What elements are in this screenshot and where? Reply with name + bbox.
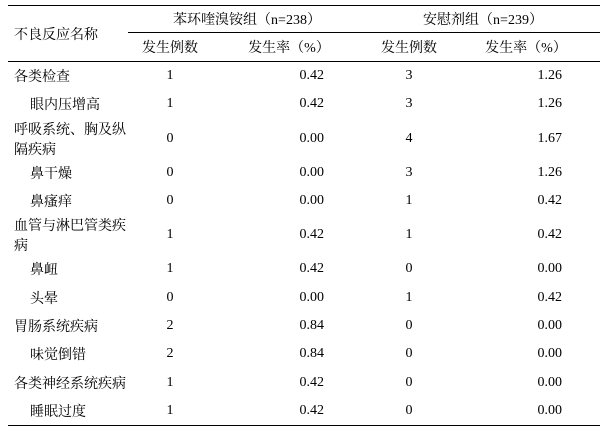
table-row xyxy=(8,368,600,396)
group2-rate-cell: 0.42 xyxy=(537,289,562,305)
group1-rate-cell: 0.42 xyxy=(299,227,324,243)
group2-count-cell: 1 xyxy=(405,227,413,243)
group1-rate-cell: 0.42 xyxy=(299,374,324,390)
group2-header: 安慰剂组（n=239） xyxy=(366,6,600,33)
group1-count-cell: 1 xyxy=(166,227,174,243)
group2-count-cell: 4 xyxy=(405,130,413,146)
table-row xyxy=(8,187,600,215)
table-row xyxy=(8,312,600,340)
group1-rate-cell: 0.84 xyxy=(299,317,324,333)
group1-rate-cell: 0.42 xyxy=(299,402,324,418)
row-name-cell: 头晕 xyxy=(30,291,58,307)
group2-rate-cell: 0.00 xyxy=(537,317,562,333)
table-row xyxy=(8,283,600,311)
group2-count-cell: 0 xyxy=(405,374,413,390)
header-row-1 xyxy=(8,6,600,33)
group1-count-cell: 0 xyxy=(166,289,174,305)
group1-count-cell: 0 xyxy=(166,193,174,209)
row-name-cell: 眼内压增高 xyxy=(30,98,100,114)
table-row xyxy=(8,255,600,283)
group1-count-cell: 1 xyxy=(166,261,174,277)
group1-count-cell: 0 xyxy=(166,130,174,146)
table-row xyxy=(8,340,600,368)
group1-rate-cell: 0.42 xyxy=(299,96,324,112)
table-row xyxy=(8,159,600,187)
group2-rate-cell: 0.42 xyxy=(537,227,562,243)
group2-count-cell: 3 xyxy=(405,164,413,180)
group1-rate-cell: 0.00 xyxy=(299,289,324,305)
group2-count-cell: 0 xyxy=(405,402,413,418)
adverse-reaction-table xyxy=(8,5,600,426)
group2-rate-cell: 0.00 xyxy=(537,374,562,390)
group2-rate-cell: 1.67 xyxy=(537,130,562,146)
group2-count-cell: 1 xyxy=(405,193,413,209)
group1-rate-cell: 0.42 xyxy=(299,261,324,277)
row-label-header: 不良反应名称 xyxy=(8,6,128,62)
group1-count-cell: 2 xyxy=(166,346,174,362)
row-name-cell: 胃肠系统疾病 xyxy=(14,319,98,335)
table-row xyxy=(8,62,600,91)
row-name-cell: 鼻干燥 xyxy=(30,166,72,182)
group2-rate-header: 发生率（%） xyxy=(485,41,567,56)
row-name-cell: 鼻衄 xyxy=(30,263,58,279)
group1-count-cell: 1 xyxy=(166,68,174,84)
group1-rate-cell: 0.84 xyxy=(299,346,324,362)
group2-count-cell: 3 xyxy=(405,68,413,84)
row-name-cell: 各类检查 xyxy=(14,70,70,86)
group2-count-header: 发生例数 xyxy=(381,41,437,56)
group1-count-cell: 2 xyxy=(166,317,174,333)
group1-count-cell: 0 xyxy=(166,164,174,180)
group1-count-header: 发生例数 xyxy=(142,41,198,56)
group1-rate-cell: 0.00 xyxy=(299,164,324,180)
group1-rate-cell: 0.00 xyxy=(299,193,324,209)
group1-rate-header: 发生率（%） xyxy=(248,41,330,56)
row-name-cell: 鼻瘙痒 xyxy=(30,195,72,211)
row-name-cell: 呼吸系统、胸及纵隔疾病 xyxy=(14,122,126,158)
group1-rate-cell: 0.42 xyxy=(299,68,324,84)
group2-rate-cell: 1.26 xyxy=(537,68,562,84)
group1-count-cell: 1 xyxy=(166,374,174,390)
group2-count-cell: 0 xyxy=(405,346,413,362)
row-name-cell: 味觉倒错 xyxy=(30,348,86,364)
group2-rate-cell: 0.00 xyxy=(537,346,562,362)
table-row xyxy=(8,397,600,426)
row-name-cell: 血管与淋巴管类疾病 xyxy=(14,219,126,255)
group2-count-cell: 0 xyxy=(405,317,413,333)
table-row xyxy=(8,90,600,118)
table-row xyxy=(8,119,600,159)
table-body xyxy=(8,62,600,426)
group2-rate-cell: 0.00 xyxy=(537,261,562,277)
group2-count-cell: 0 xyxy=(405,261,413,277)
group1-rate-cell: 0.00 xyxy=(299,130,324,146)
group2-count-cell: 3 xyxy=(405,96,413,112)
group2-rate-cell: 1.26 xyxy=(537,96,562,112)
table-row xyxy=(8,215,600,255)
group1-count-cell: 1 xyxy=(166,402,174,418)
row-name-cell: 睡眠过度 xyxy=(30,404,86,420)
row-name-cell: 各类神经系统疾病 xyxy=(14,376,126,392)
group1-count-cell: 1 xyxy=(166,96,174,112)
group2-rate-cell: 0.42 xyxy=(537,193,562,209)
group1-header: 苯环喹溴铵组（n=238） xyxy=(128,6,366,33)
group2-count-cell: 1 xyxy=(405,289,413,305)
group2-rate-cell: 1.26 xyxy=(537,164,562,180)
group2-rate-cell: 0.00 xyxy=(537,402,562,418)
